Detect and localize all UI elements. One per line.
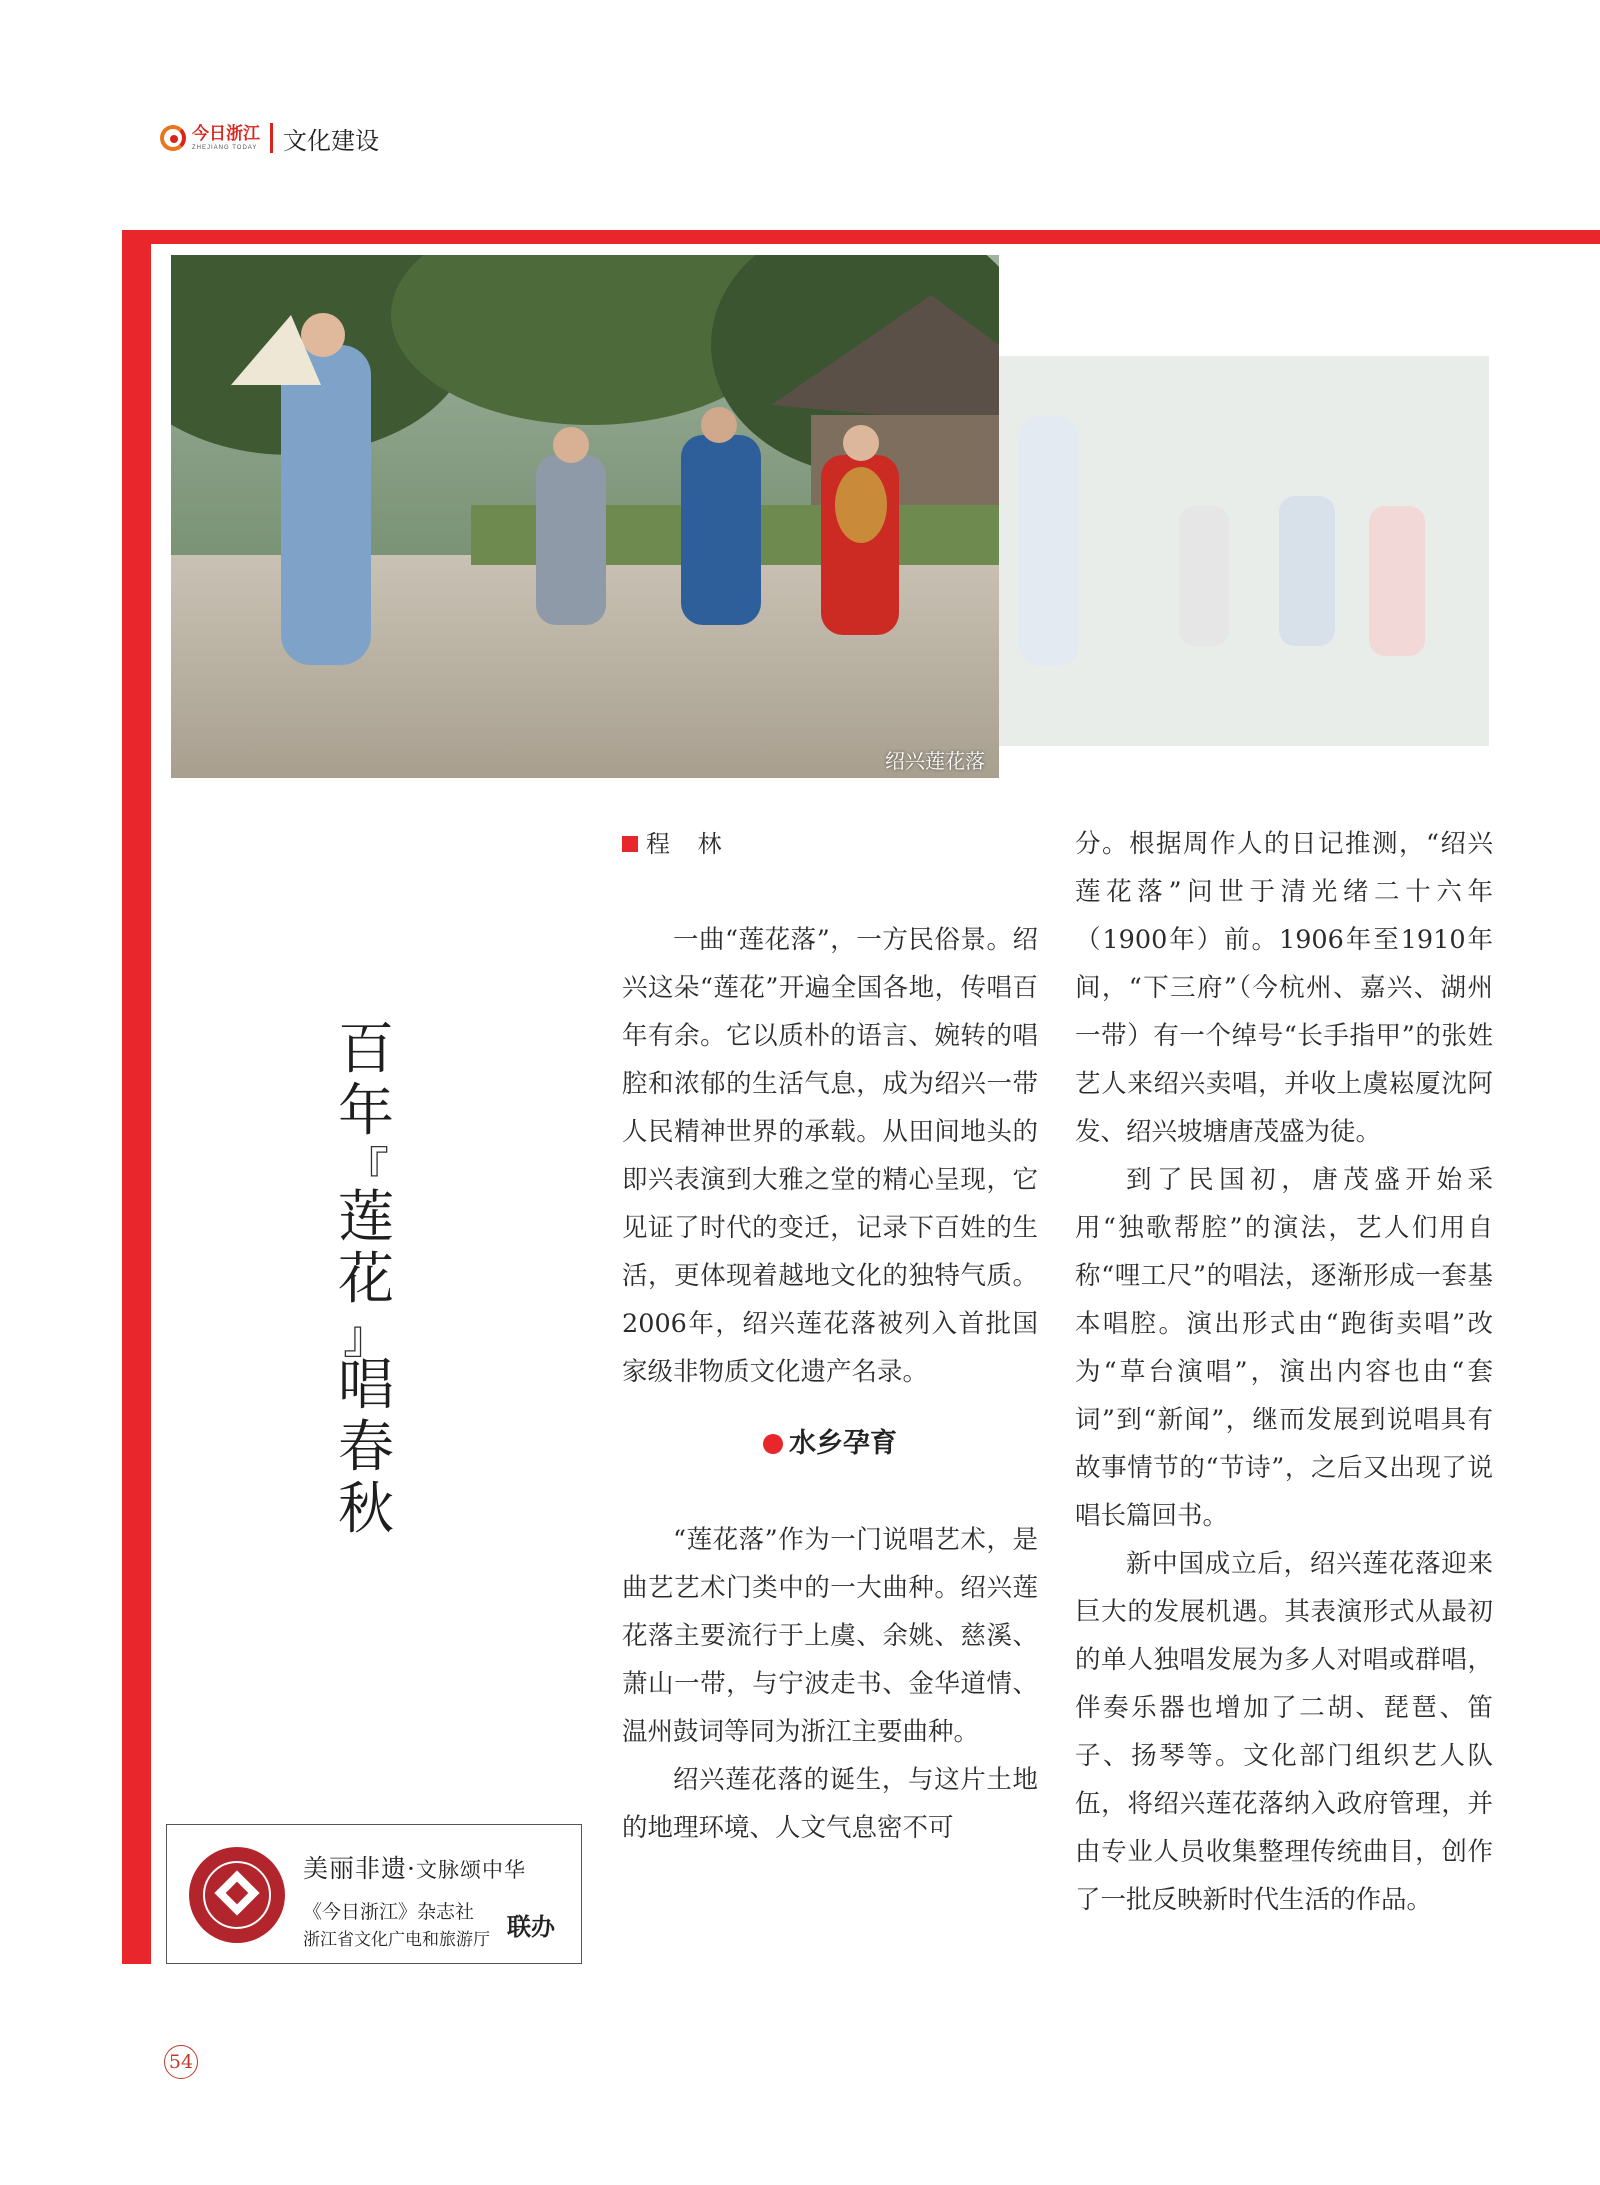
sponsor-org-department: 浙江省文化广电和旅游厅 xyxy=(303,1930,490,1950)
heritage-seal-icon xyxy=(189,1847,285,1943)
logo-chinese-name: 今日浙江 xyxy=(192,123,260,144)
magazine-logo-icon xyxy=(160,125,186,151)
subhead-text: 水乡孕育 xyxy=(789,1428,897,1459)
title-char: 百 xyxy=(338,1017,394,1082)
slogan-dot: · xyxy=(407,1854,416,1883)
article-column-2 xyxy=(1075,820,1493,1924)
title-char: 莲 xyxy=(338,1185,394,1250)
logo-english-name: ZHEJIANG TODAY xyxy=(192,144,258,151)
title-bracket-close: 』 xyxy=(343,1310,389,1364)
page-number: 54 xyxy=(164,2045,198,2079)
body-paragraph: 到了民国初，唐茂盛开始采用“独歌帮腔”的演法，艺人们用自称“哩工尺”的唱法，逐渐形成一套基本唱腔。演出形式由“跑街卖唱”改为“草台演唱”，演出内容也由“套词”到“新闻”，继而发展到说唱具有故事情节的“节诗”，之后又出现了说唱长篇回书。 xyxy=(1075,1165,1493,1531)
header-divider xyxy=(270,123,273,153)
subhead-dot-icon xyxy=(763,1434,783,1454)
slogan-part-b: 文脉颂中华 xyxy=(415,1858,526,1882)
byline-square-icon xyxy=(622,836,638,852)
sponsor-slogan xyxy=(303,1849,526,1885)
faded-photo-echo xyxy=(999,356,1489,746)
title-char: 秋 xyxy=(338,1477,394,1542)
body-paragraph-continued: 分。根据周作人的日记推测，“绍兴莲花落”问世于清光绪二十六年（1900年）前。1906年至1910年间，“下三府”（今杭州、嘉兴、湖州一带）有一个绰号“长手指甲”的张姓艺人来绍兴卖唱，并收上虞崧厦沈阿发、绍兴坡塘唐茂盛为徒。 xyxy=(1075,829,1493,1147)
photo-caption: 绍兴莲花落 xyxy=(885,749,985,773)
masthead xyxy=(160,118,379,158)
performance-photo xyxy=(171,255,999,778)
magazine-logo xyxy=(192,123,260,151)
sponsor-org-magazine: 《今日浙江》杂志社 xyxy=(303,1901,475,1923)
slogan-part-a: 美丽非遗 xyxy=(303,1854,408,1883)
body-paragraph: 新中国成立后，绍兴莲花落迎来巨大的发展机遇。其表演形式从最初的单人独唱发展为多人对唱或群唱，伴奏乐器也增加了二胡、琵琶、笛子、扬琴等。文化部门组织艺人队伍，将绍兴莲花落纳入政府管理，并由专业人员收集整理传统曲目，创作了一批反映新时代生活的作品。 xyxy=(1075,1549,1493,1915)
title-char: 年 xyxy=(338,1079,394,1144)
intro-paragraph: 一曲“莲花落”，一方民俗景。绍兴这朵“莲花”开遍全国各地，传唱百年有余。它以质朴的语言、婉转的唱腔和浓郁的生活气息，成为绍兴一带人民精神世界的承载。从田间地头的即兴表演到大雅之堂的精心呈现，它见证了时代的变迁，记录下百姓的生活，更体现着越地文化的独特气质。2006年，绍兴莲花落被列入首批国家级非物质文化遗产名录。 xyxy=(622,925,1038,1387)
body-paragraph: “莲花落”作为一门说唱艺术，是曲艺艺术门类中的一大曲种。绍兴莲花落主要流行于上虞、余姚、慈溪、萧山一带，与宁波走书、金华道情、温州鼓词等同为浙江主要曲种。 xyxy=(622,1525,1038,1747)
sponsor-box xyxy=(166,1824,582,1964)
author-byline xyxy=(622,820,1038,868)
title-char: 唱 xyxy=(338,1353,394,1418)
author-name: 程 林 xyxy=(646,830,732,858)
title-char: 花 xyxy=(338,1247,394,1312)
section-subhead xyxy=(622,1420,1038,1468)
article-title xyxy=(326,1017,406,1544)
section-name: 文化建设 xyxy=(283,126,379,155)
article-column-1 xyxy=(622,820,1038,1852)
body-paragraph: 绍兴莲花落的诞生，与这片土地的地理环境、人文气息密不可 xyxy=(622,1765,1038,1843)
sponsor-joint-label: 联办 xyxy=(507,1913,555,1941)
red-frame-top xyxy=(122,230,1600,244)
red-frame-left xyxy=(122,230,151,1964)
title-bracket-open: 『 xyxy=(343,1142,389,1196)
title-char: 春 xyxy=(338,1415,394,1480)
